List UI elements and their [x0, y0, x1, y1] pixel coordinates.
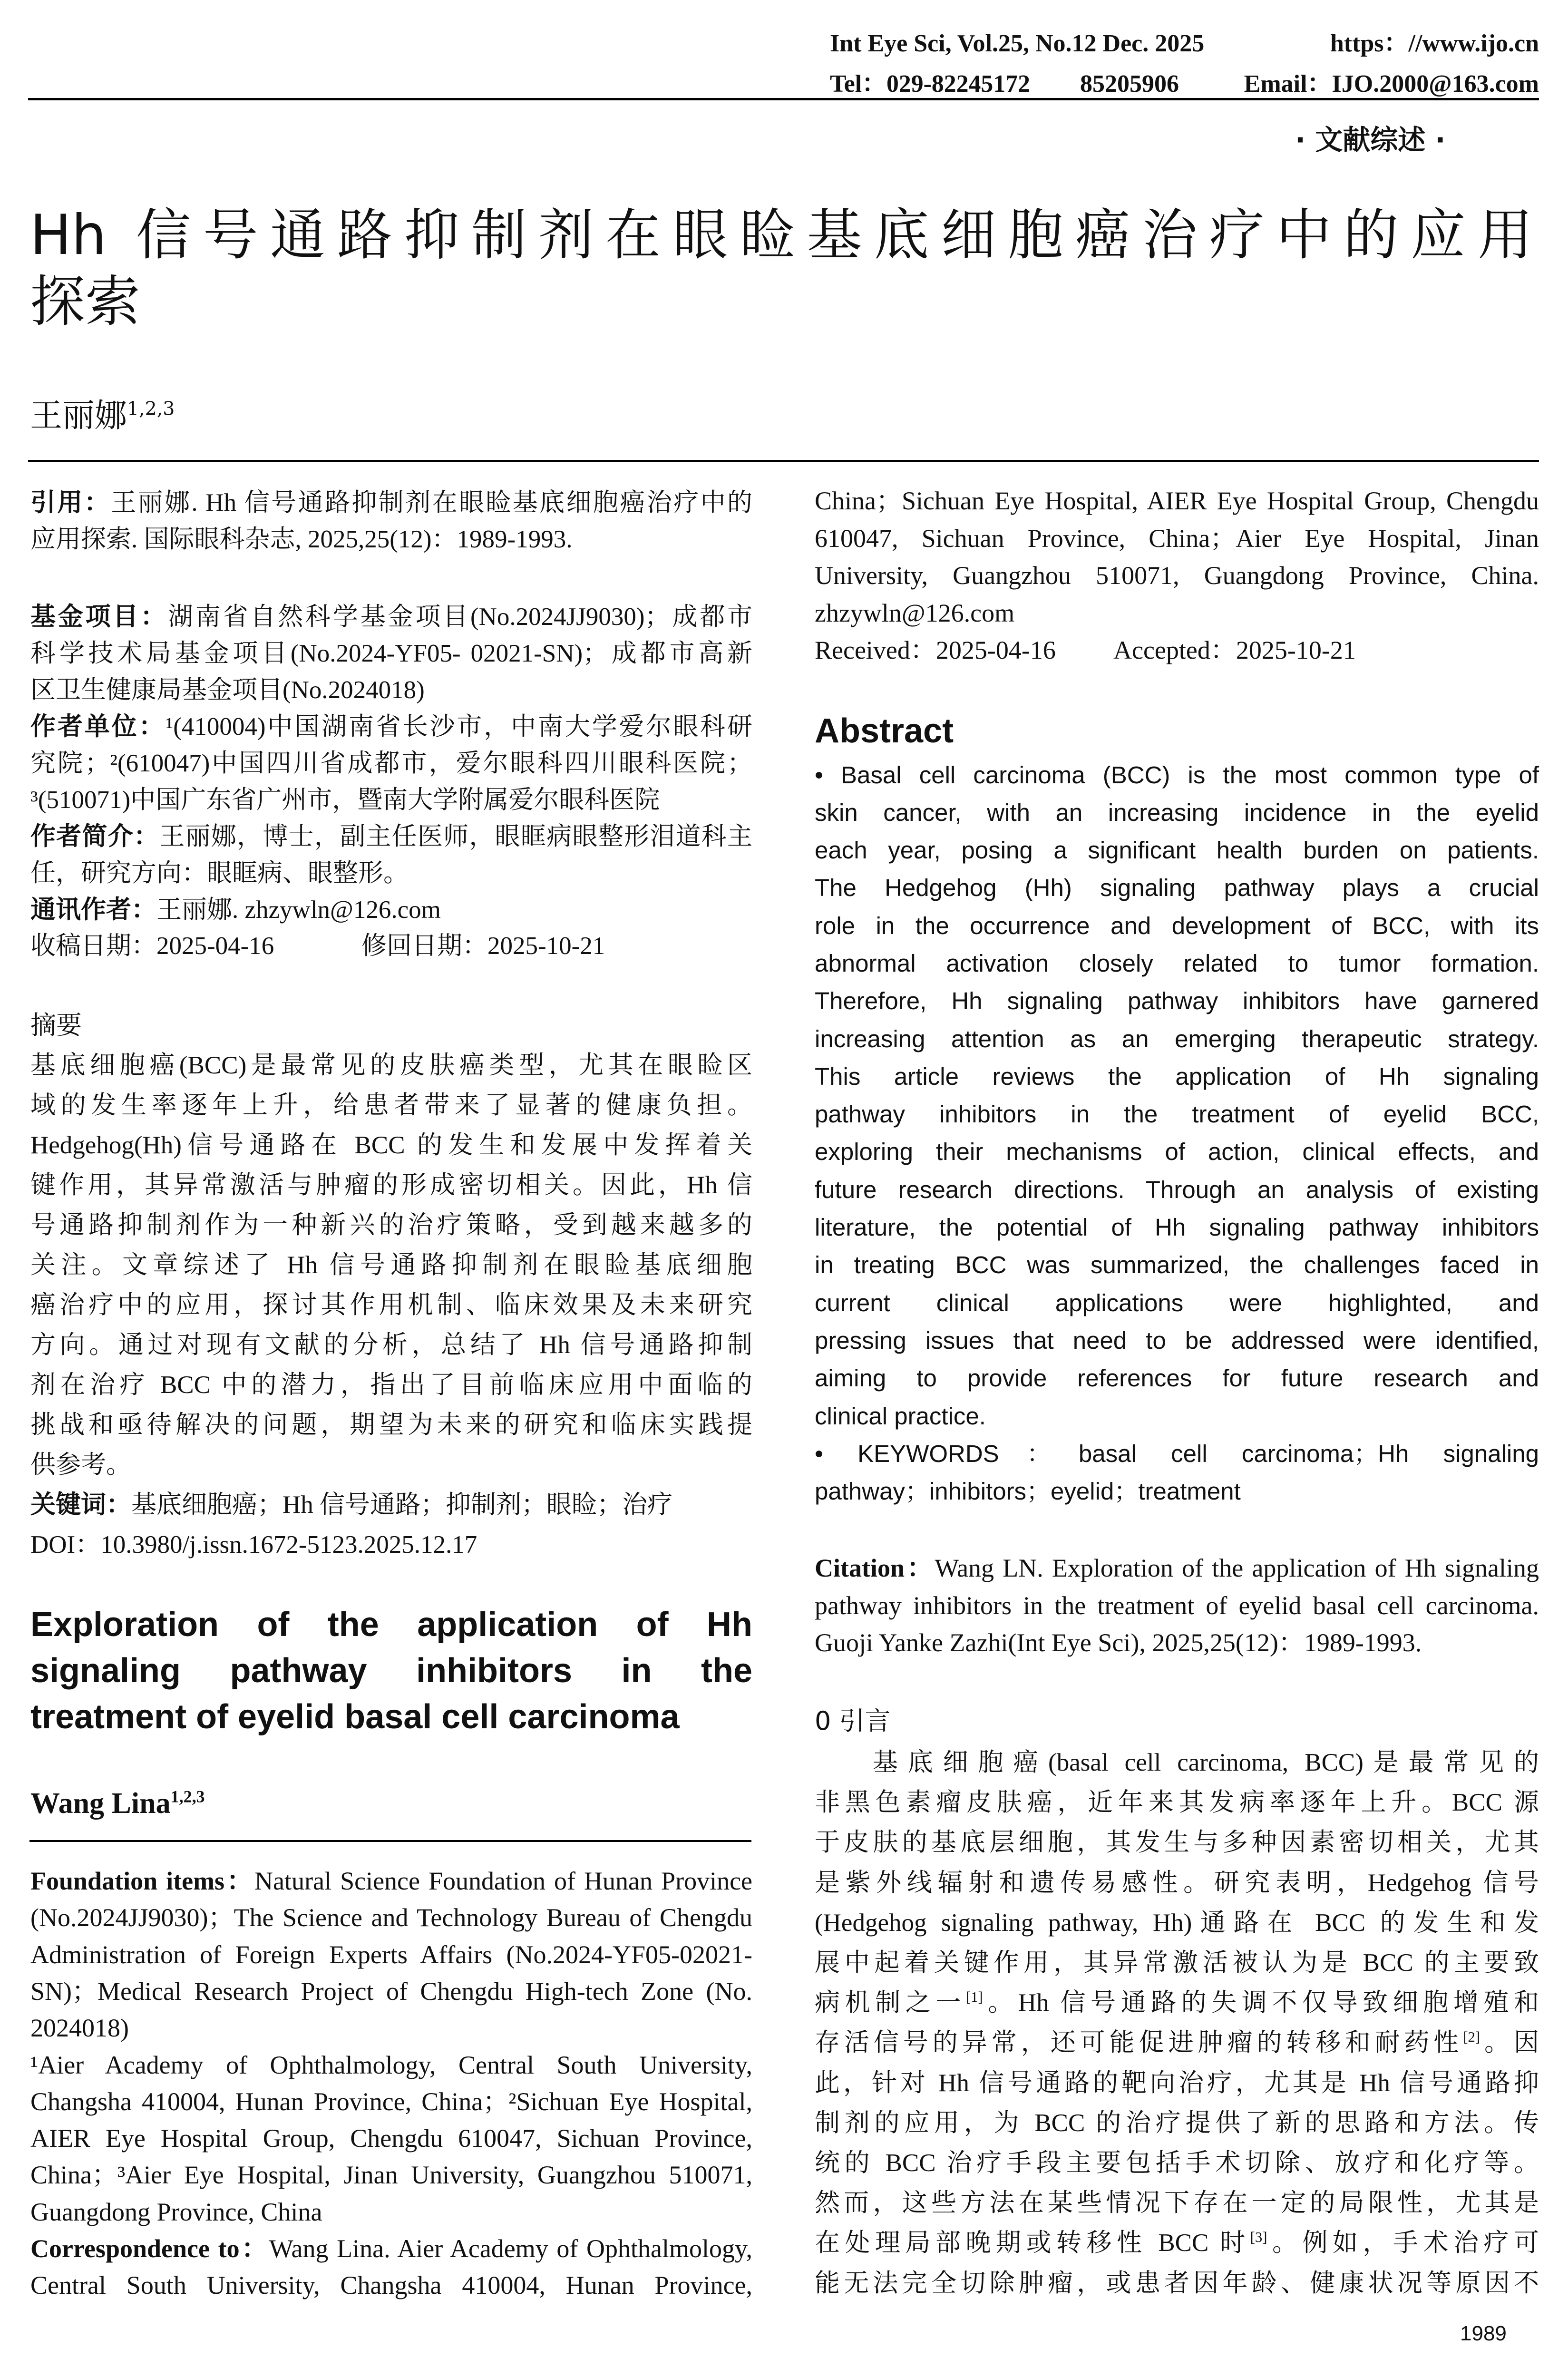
line-text: skin cancer, with an increasing incidence in the eyelid: [815, 799, 1539, 826]
received-date-cn: 收稿日期：2025-04-16: [30, 932, 274, 960]
field-label: Correspondence to：: [30, 2234, 269, 2263]
author-rule: [29, 1840, 751, 1842]
funding-cn-block: [30, 598, 752, 709]
text-line: [815, 1284, 1539, 1322]
text-line: [815, 2143, 1539, 2183]
line-text: 是紫外线辐射和遗传易感性。研究表明，Hedgehog 信号: [815, 1869, 1539, 1897]
line-text: each year, posing a significant health burden on patients.: [815, 837, 1539, 864]
affiliation-cn-block: [30, 708, 752, 818]
line-text: 2024018): [30, 2014, 129, 2043]
text-line: [815, 2103, 1539, 2143]
keywords-cn-block: [30, 1485, 752, 1525]
text-line: [815, 945, 1539, 982]
line-text: Wang Lina. Aier Academy of Ophthalmology,: [269, 2234, 752, 2263]
line-text: treatment of eyelid basal cell carcinoma: [30, 1698, 680, 1736]
line-text: 王丽娜，博士，副主任医师，眼眶病眼整形泪道科主: [159, 823, 752, 850]
line-text: Guoji Yanke Zazhi(Int Eye Sci), 2025,25(12)：1989-1993.: [815, 1628, 1422, 1657]
line-text: 号通路抑制剂作为一种新兴的治疗策略，受到越来越多的: [30, 1211, 752, 1239]
line-text: 剂在治疗 BCC 中的潜力，指出了目前临床应用中面临的: [30, 1371, 752, 1399]
text-line: [815, 2263, 1539, 2303]
text-line: [815, 2063, 1539, 2103]
text-line: [815, 1822, 1539, 1862]
line-text: Wang LN. Exploration of the application of Hh signaling: [935, 1554, 1539, 1582]
intro-heading: 0 引言: [815, 1706, 891, 1736]
line-text: • KEYWORDS：basal cell carcinoma；Hh signaling: [815, 1440, 1539, 1467]
text-line: [815, 1472, 1539, 1510]
text-line: [815, 557, 1539, 594]
line-text: 挑战和亟待解决的问题，期望为未来的研究和临床实践提: [30, 1411, 752, 1439]
line-text: signaling pathway inhibitors in the: [30, 1652, 752, 1690]
text-line: [30, 1445, 752, 1485]
line-text: 区卫生健康局基金项目(No.2024018): [30, 676, 425, 704]
text-line: [30, 1405, 752, 1445]
text-line: [30, 818, 752, 855]
line-text: 键作用，其异常激活与肿瘤的形成密切相关。因此，Hh 信: [30, 1171, 752, 1199]
line-text: Exploration of the application of Hh: [30, 1606, 752, 1644]
line-text: 方向。通过对现有文献的分析，总结了 Hh 信号通路抑制: [30, 1331, 752, 1359]
revised-date-cn-box: [361, 928, 666, 964]
text-line: [30, 2084, 752, 2120]
line-text: 。例如，手术治疗可: [1267, 2229, 1539, 2257]
line-text: pathway inhibitors in the treatment of eyelid BCC,: [815, 1101, 1539, 1128]
foundation-en-block: [30, 1863, 752, 2046]
line-text: University, Guangzhou 510071, Guangdong Province, China.: [815, 561, 1539, 590]
field-label: 关键词：: [30, 1490, 131, 1519]
line-text: Therefore, Hh signaling pathway inhibitors have garnered: [815, 987, 1539, 1015]
text-line: [815, 1783, 1539, 1822]
text-line: [30, 521, 752, 558]
line-text: 基底细胞癌(BCC)是最常见的皮肤癌类型，尤其在眼睑区: [30, 1052, 752, 1079]
accepted-date-en: Accepted：2025-10-21: [1113, 636, 1356, 664]
intro-body: [815, 1743, 1539, 2303]
line-text: 在处理局部晚期或转移性 BCC 时: [815, 2229, 1250, 2257]
telephone-alt: 85205906: [1080, 70, 1179, 97]
line-text: ¹Aier Academy of Ophthalmology, Central South University,: [30, 2050, 752, 2079]
line-text: exploring their mechanisms of action, clinical effects, and: [815, 1138, 1539, 1166]
abstract-en-body: [815, 756, 1539, 1435]
text-line: [30, 635, 752, 672]
line-text: 存活信号的异常，还可能促进肿瘤的转移和耐药性: [815, 2029, 1463, 2057]
text-line: [30, 855, 752, 892]
text-line: [815, 482, 1539, 520]
text-line: [815, 794, 1539, 831]
line-text: SN)；Medical Research Project of Chengdu High-tech Zone (No.: [30, 1977, 752, 2006]
text-line: [30, 484, 752, 521]
text-line: [815, 2023, 1539, 2063]
line-text: 湖南省自然科学基金项目(No.2024JJ9030)；成都市: [168, 603, 753, 631]
line-text: Hedgehog(Hh)信号通路在 BCC 的发生和发展中发挥着关: [30, 1131, 752, 1159]
text-line: [815, 756, 1539, 794]
title-line: [30, 202, 1533, 269]
field-label: 引用：: [30, 488, 111, 517]
text-line: [30, 2157, 752, 2193]
citation-cn-block: [30, 484, 752, 558]
line-text: China；Sichuan Eye Hospital, AIER Eye Hospital Group, Chengdu: [815, 487, 1539, 515]
line-text: pathway inhibitors in the treatment of eyelid basal cell carcinoma.: [815, 1591, 1539, 1620]
text-line: [30, 1365, 752, 1405]
line-text: 非黑色素瘤皮肤癌，近年来其发病率逐年上升。BCC 源: [815, 1789, 1539, 1817]
text-line: [815, 1133, 1539, 1170]
line-text: 于皮肤的基底层细胞，其发生与多种因素密切相关，尤其: [815, 1829, 1539, 1857]
line-text: 王丽娜. Hh 信号通路抑制剂在眼睑基底细胞癌治疗中的: [111, 489, 753, 516]
text-line: [30, 2047, 752, 2084]
field-label: 通讯作者：: [30, 895, 156, 924]
line-text: Central South University, Changsha 410004, Hunan Province,: [30, 2271, 752, 2300]
line-text: 制剂的应用，为 BCC 的治疗提供了新的思路和方法。传: [815, 2109, 1539, 2137]
text-line: [815, 831, 1539, 869]
line-text: aiming to provide references for future research and: [815, 1364, 1539, 1392]
text-line: [815, 1863, 1539, 1903]
journal-info-box: [830, 29, 1260, 58]
text-line: [815, 1020, 1539, 1058]
line-text: AIER Eye Hospital Group, Chengdu 610047, Sichuan Province,: [30, 2124, 752, 2153]
text-line: [30, 1205, 752, 1245]
correspondence-cn-block: [30, 891, 752, 928]
website-link[interactable]: https：//www.ijo.cn: [1330, 30, 1539, 57]
line-text: 癌治疗中的应用，探讨其作用机制、临床效果及未来研究: [30, 1291, 752, 1319]
text-line: [815, 1943, 1539, 1983]
title-rule: [28, 460, 1539, 462]
text-line: [815, 1549, 1539, 1587]
text-line: [815, 2183, 1539, 2223]
line-text: pathway；inhibitors；eyelid；treatment: [815, 1478, 1241, 1505]
field-label: Citation：: [815, 1554, 935, 1582]
email-box: [1235, 70, 1539, 98]
correspondence-en-continued: [815, 482, 1539, 632]
accepted-date-en-box: [1113, 632, 1408, 669]
line-text: Hh 信号通路抑制剂在眼睑基底细胞癌治疗中的应用: [30, 203, 1533, 267]
line-text: 供参考。: [30, 1451, 131, 1479]
author-name-en: Wang Lina: [30, 1787, 171, 1820]
revised-date-cn: 修回日期：2025-10-21: [361, 932, 605, 960]
tel-box: [830, 70, 1030, 98]
line-text: 科学技术局基金项目(No.2024-YF05- 02021-SN)；成都市高新: [30, 640, 752, 667]
line-text: 王丽娜. zhzywln@126.com: [156, 896, 441, 924]
line-text: ³(510071)中国广东省广州市，暨南大学附属爱尔眼科医院: [30, 786, 660, 814]
text-line: [30, 1973, 752, 2010]
author-cn: [30, 397, 410, 435]
abstract-cn-heading-box: [30, 1005, 752, 1045]
text-line: [30, 1165, 752, 1205]
line-text: 。Hh 信号通路的失调不仅导致细胞增殖和: [983, 1989, 1539, 2017]
line-text: 基底细胞癌(basal cell carcinoma, BCC)是最常见的: [873, 1749, 1539, 1776]
line-text: 任，研究方向：眼眶病、眼整形。: [30, 859, 409, 887]
field-label: 作者单位：: [30, 712, 166, 741]
line-text: Changsha 410004, Hunan Province, China；²Sichuan Eye Hospital,: [30, 2087, 752, 2116]
bio-cn-block: [30, 818, 752, 892]
abstract-en-heading-box: [815, 712, 1539, 750]
text-line: [815, 2223, 1539, 2263]
keywords-en-block: [815, 1435, 1539, 1510]
line-text: clinical practice.: [815, 1402, 986, 1430]
line-text: 探索: [30, 270, 140, 334]
article-title-en: [30, 1602, 752, 1740]
field-label: Foundation items：: [30, 1867, 255, 1895]
line-text: 然而，这些方法在某些情况下存在一定的局限性，尤其是: [815, 2189, 1539, 2217]
reference-marker: [3]: [1250, 2229, 1267, 2246]
text-line: [815, 1624, 1539, 1662]
text-line: [815, 1359, 1539, 1397]
line-text: role in the occurrence and development of BCC, with its: [815, 912, 1539, 939]
line-text: China；³Aier Eye Hospital, Jinan University, Guangzhou 510071,: [30, 2161, 752, 2190]
line-text: 展中起着关键作用，其异常激活被认为是 BCC 的主要致: [815, 1949, 1539, 1977]
tel2-box: [1080, 70, 1185, 98]
line-text: in treating BCC was summarized, the challenges faced in: [815, 1251, 1539, 1279]
title-line: [30, 1602, 752, 1648]
line-text: • Basal cell carcinoma (BCC) is the most common type of: [815, 761, 1539, 789]
title-line: [30, 1648, 752, 1694]
website-box: [1315, 29, 1539, 58]
text-line: [30, 1245, 752, 1285]
text-line: [815, 1983, 1539, 2023]
received-date-en-box: [815, 632, 1110, 669]
text-line: [815, 1743, 1539, 1783]
line-text: The Hedgehog (Hh) signaling pathway plays a crucial: [815, 874, 1539, 902]
section-label-box: [1295, 125, 1485, 155]
text-line: [30, 1525, 752, 1565]
text-line: [815, 594, 1539, 632]
text-line: [815, 1246, 1539, 1284]
affiliation-en-block: [30, 2047, 752, 2231]
text-line: [30, 2194, 752, 2231]
journal-email[interactable]: Email：IJO.2000@163.com: [1244, 70, 1539, 97]
text-line: [30, 598, 752, 635]
line-text: 病机制之一: [815, 1989, 966, 2017]
text-line: [30, 2010, 752, 2046]
line-text: 610047, Sichuan Province, China；Aier Eye Hospital, Jinan: [815, 524, 1539, 553]
text-line: [30, 1937, 752, 1973]
text-line: [30, 1125, 752, 1165]
text-line: [30, 2120, 752, 2157]
line-text: 统的 BCC 治疗手段主要包括手术切除、放疗和化疗等。: [815, 2149, 1539, 2177]
text-line: [30, 1045, 752, 1085]
article-title-cn: [30, 202, 1533, 335]
text-line: [30, 1085, 752, 1125]
abstract-cn-body: [30, 1045, 752, 1485]
reference-marker: [1]: [965, 1989, 983, 2006]
telephone: Tel：029-82245172: [830, 70, 1030, 97]
correspondence-en-block: [30, 2231, 752, 2304]
text-line: [815, 1903, 1539, 1943]
line-text: 基底细胞癌；Hh 信号通路；抑制剂；眼睑；治疗: [131, 1491, 673, 1519]
line-text: 究院；²(610047)中国四川省成都市，爱尔眼科四川眼科医院；: [30, 750, 752, 777]
text-line: [30, 672, 752, 709]
text-line: [30, 1325, 752, 1365]
author-name-cn: 王丽娜: [30, 397, 127, 435]
text-line: [815, 1058, 1539, 1095]
author-en: [30, 1788, 411, 1819]
doi-block: [30, 1525, 752, 1565]
text-line: [30, 891, 752, 928]
text-line: [30, 1900, 752, 1936]
text-line: [30, 708, 752, 745]
section-label: · 文献综述 ·: [1295, 124, 1446, 156]
text-line: [30, 1285, 752, 1325]
journal-info: Int Eye Sci, Vol.25, No.12 Dec. 2025: [830, 30, 1205, 57]
header-rule: [28, 98, 1539, 100]
intro-heading-box: [815, 1701, 1539, 1741]
text-line: [815, 1095, 1539, 1133]
field-label: 基金项目：: [30, 602, 168, 631]
line-text: (Hedgehog signaling pathway, Hh)通路在 BCC 的发生和发: [815, 1909, 1539, 1937]
text-line: [815, 1322, 1539, 1359]
line-text: Natural Science Foundation of Hunan Province: [254, 1867, 753, 1895]
line-text: 能无法完全切除肿瘤，或患者因年龄、健康状况等原因不: [815, 2269, 1539, 2297]
line-text: ¹(410004)中国湖南省长沙市，中南大学爱尔眼科研: [166, 713, 752, 740]
line-text: 关注。文章综述了 Hh 信号通路抑制剂在眼睑基底细胞: [30, 1251, 752, 1279]
text-line: [30, 745, 752, 782]
received-date-en: Received：2025-04-16: [815, 636, 1056, 664]
line-text: literature, the potential of Hh signaling pathway inhibitors: [815, 1214, 1539, 1241]
page-number-box: [1460, 2322, 1512, 2346]
text-line: [815, 982, 1539, 1020]
line-text: 。因: [1480, 2029, 1539, 2057]
line-text: (No.2024JJ9030)；The Science and Technology Bureau of Chengdu: [30, 1903, 752, 1932]
text-line: [30, 2267, 752, 2304]
line-text: 域的发生率逐年上升，给患者带来了显著的健康负担。: [30, 1091, 752, 1119]
text-line: [30, 2231, 752, 2267]
line-text: This article reviews the application of Hh signaling: [815, 1062, 1539, 1090]
text-line: [815, 1587, 1539, 1625]
received-date-cn-box: [30, 928, 335, 964]
page-number: 1989: [1460, 2322, 1507, 2345]
text-line: [30, 1485, 752, 1525]
line-text: Guangdong Province, China: [30, 2197, 322, 2226]
text-line: [30, 1863, 752, 1900]
line-text: abnormal activation closely related to tumor formation.: [815, 949, 1539, 977]
text-line: [815, 520, 1539, 557]
text-line: [815, 1171, 1539, 1208]
abstract-cn-heading: 摘要: [30, 1010, 82, 1040]
text-line: [815, 1435, 1539, 1472]
author-en-affil-marks: 1,2,3: [170, 1787, 205, 1806]
citation-en-block: [815, 1549, 1539, 1662]
line-text: 此，针对 Hh 信号通路的靶向治疗，尤其是 Hh 信号通路抑: [815, 2069, 1539, 2097]
line-text: future research directions. Through an analysis of existing: [815, 1176, 1539, 1203]
field-label: 作者简介：: [30, 822, 160, 851]
title-line: [30, 269, 1533, 335]
line-text: Administration of Foreign Experts Affairs (No.2024-YF05-02021-: [30, 1940, 752, 1969]
abstract-en-heading: Abstract: [815, 712, 954, 750]
author-affil-marks: 1,2,3: [127, 398, 175, 420]
text-line: [815, 869, 1539, 906]
text-line: [815, 907, 1539, 945]
line-text: zhzywln@126.com: [815, 598, 1015, 627]
text-line: [30, 782, 752, 818]
title-line: [30, 1694, 752, 1740]
text-line: [815, 1397, 1539, 1435]
text-line: [815, 1208, 1539, 1246]
line-text: pressing issues that need to be addressed were identified,: [815, 1326, 1539, 1354]
reference-marker: [2]: [1463, 2029, 1480, 2046]
line-text: increasing attention as an emerging therapeutic strategy.: [815, 1025, 1539, 1052]
line-text: current clinical applications were highlighted, and: [815, 1289, 1539, 1316]
line-text: DOI：10.3980/j.issn.1672-5123.2025.12.17: [30, 1531, 477, 1559]
line-text: 应用探索. 国际眼科杂志, 2025,25(12)：1989-1993.: [30, 526, 573, 553]
